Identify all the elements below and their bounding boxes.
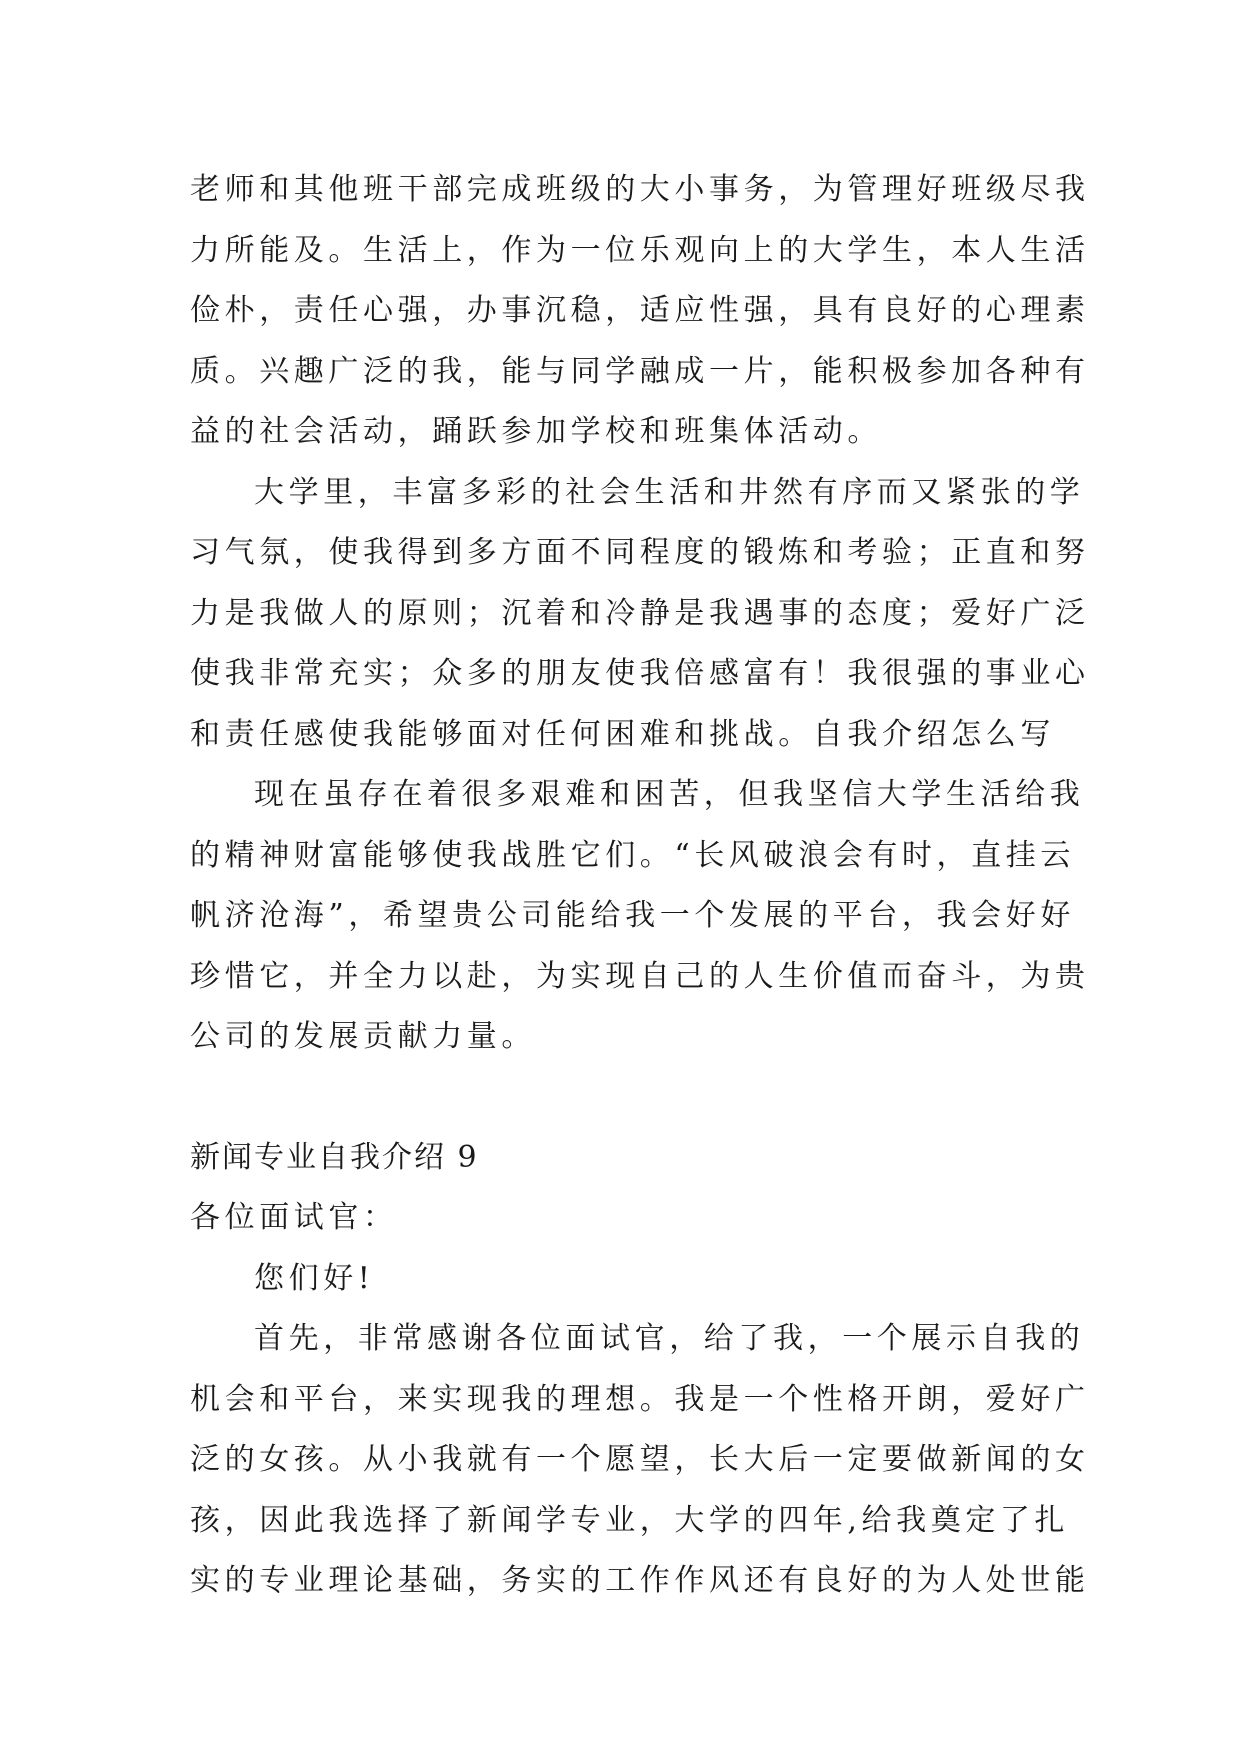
text-line: 帆济沧海”，希望贵公司能给我一个发展的平台，我会好好 xyxy=(190,898,1075,933)
text-line: 力是我做人的原则；沉着和冷静是我遇事的态度；爱好广泛 xyxy=(190,595,1090,631)
document-body xyxy=(190,160,1090,1612)
text-line: 老师和其他班干部完成班级的大小事务，为管理好班级尽我 xyxy=(190,172,1090,207)
paragraph-university-life xyxy=(190,463,1090,766)
text-line: 孩，因此我选择了新闻学专业，大学的四年,给我奠定了扎 xyxy=(190,1502,1070,1538)
text-line: 首先，非常感谢各位面试官，给了我，一个展示自我的 xyxy=(254,1321,1085,1356)
text-line: 俭朴，责任心强，办事沉稳，适应性强，具有良好的心理素 xyxy=(190,293,1090,328)
text-line: 益的社会活动，踊跃参加学校和班集体活动。 xyxy=(190,414,882,449)
text-line: 的精神财富能够使我战胜它们。“长风破浪会有时，直挂云 xyxy=(190,837,1075,873)
text-line: 习气氛，使我得到多方面不同程度的锻炼和考验；正直和努 xyxy=(190,535,1090,570)
text-line: 现在虽存在着很多艰难和困苦，但我坚信大学生活给我 xyxy=(254,777,1085,812)
text-line: 公司的发展贡献力量。 xyxy=(190,1019,536,1054)
section-heading: 新闻专业自我介绍 9 xyxy=(190,1139,479,1175)
text-line: 泛的女孩。从小我就有一个愿望，长大后一定要做新闻的女 xyxy=(190,1442,1090,1477)
text-line: 机会和平台，来实现我的理想。我是一个性格开朗，爱好广 xyxy=(190,1381,1090,1417)
text-line: 和责任感使我能够面对任何困难和挑战。自我介绍怎么写 xyxy=(190,716,1055,752)
paragraph-aspiration xyxy=(190,765,1090,1068)
salutation: 各位面试官： xyxy=(190,1200,398,1235)
text-line: 使我非常充实；众多的朋友使我倍感富有！我很强的事业心 xyxy=(190,656,1090,691)
text-line: 实的专业理论基础，务实的工作作风还有良好的为人处世能 xyxy=(190,1563,1090,1598)
text-line: 质。兴趣广泛的我，能与同学融成一片，能积极参加各种有 xyxy=(190,353,1090,389)
text-line: 大学里，丰富多彩的社会生活和井然有序而又紧张的学 xyxy=(254,474,1085,510)
text-line: 珍惜它，并全力以赴，为实现自己的人生价值而奋斗，为贵 xyxy=(190,958,1090,994)
paragraph-introduction xyxy=(190,1309,1090,1612)
section-spacer xyxy=(190,1068,1052,1128)
greeting: 您们好! xyxy=(254,1260,375,1296)
text-line: 力所能及。生活上，作为一位乐观向上的大学生，本人生活 xyxy=(190,232,1090,268)
paragraph-class-duties xyxy=(190,160,1090,463)
